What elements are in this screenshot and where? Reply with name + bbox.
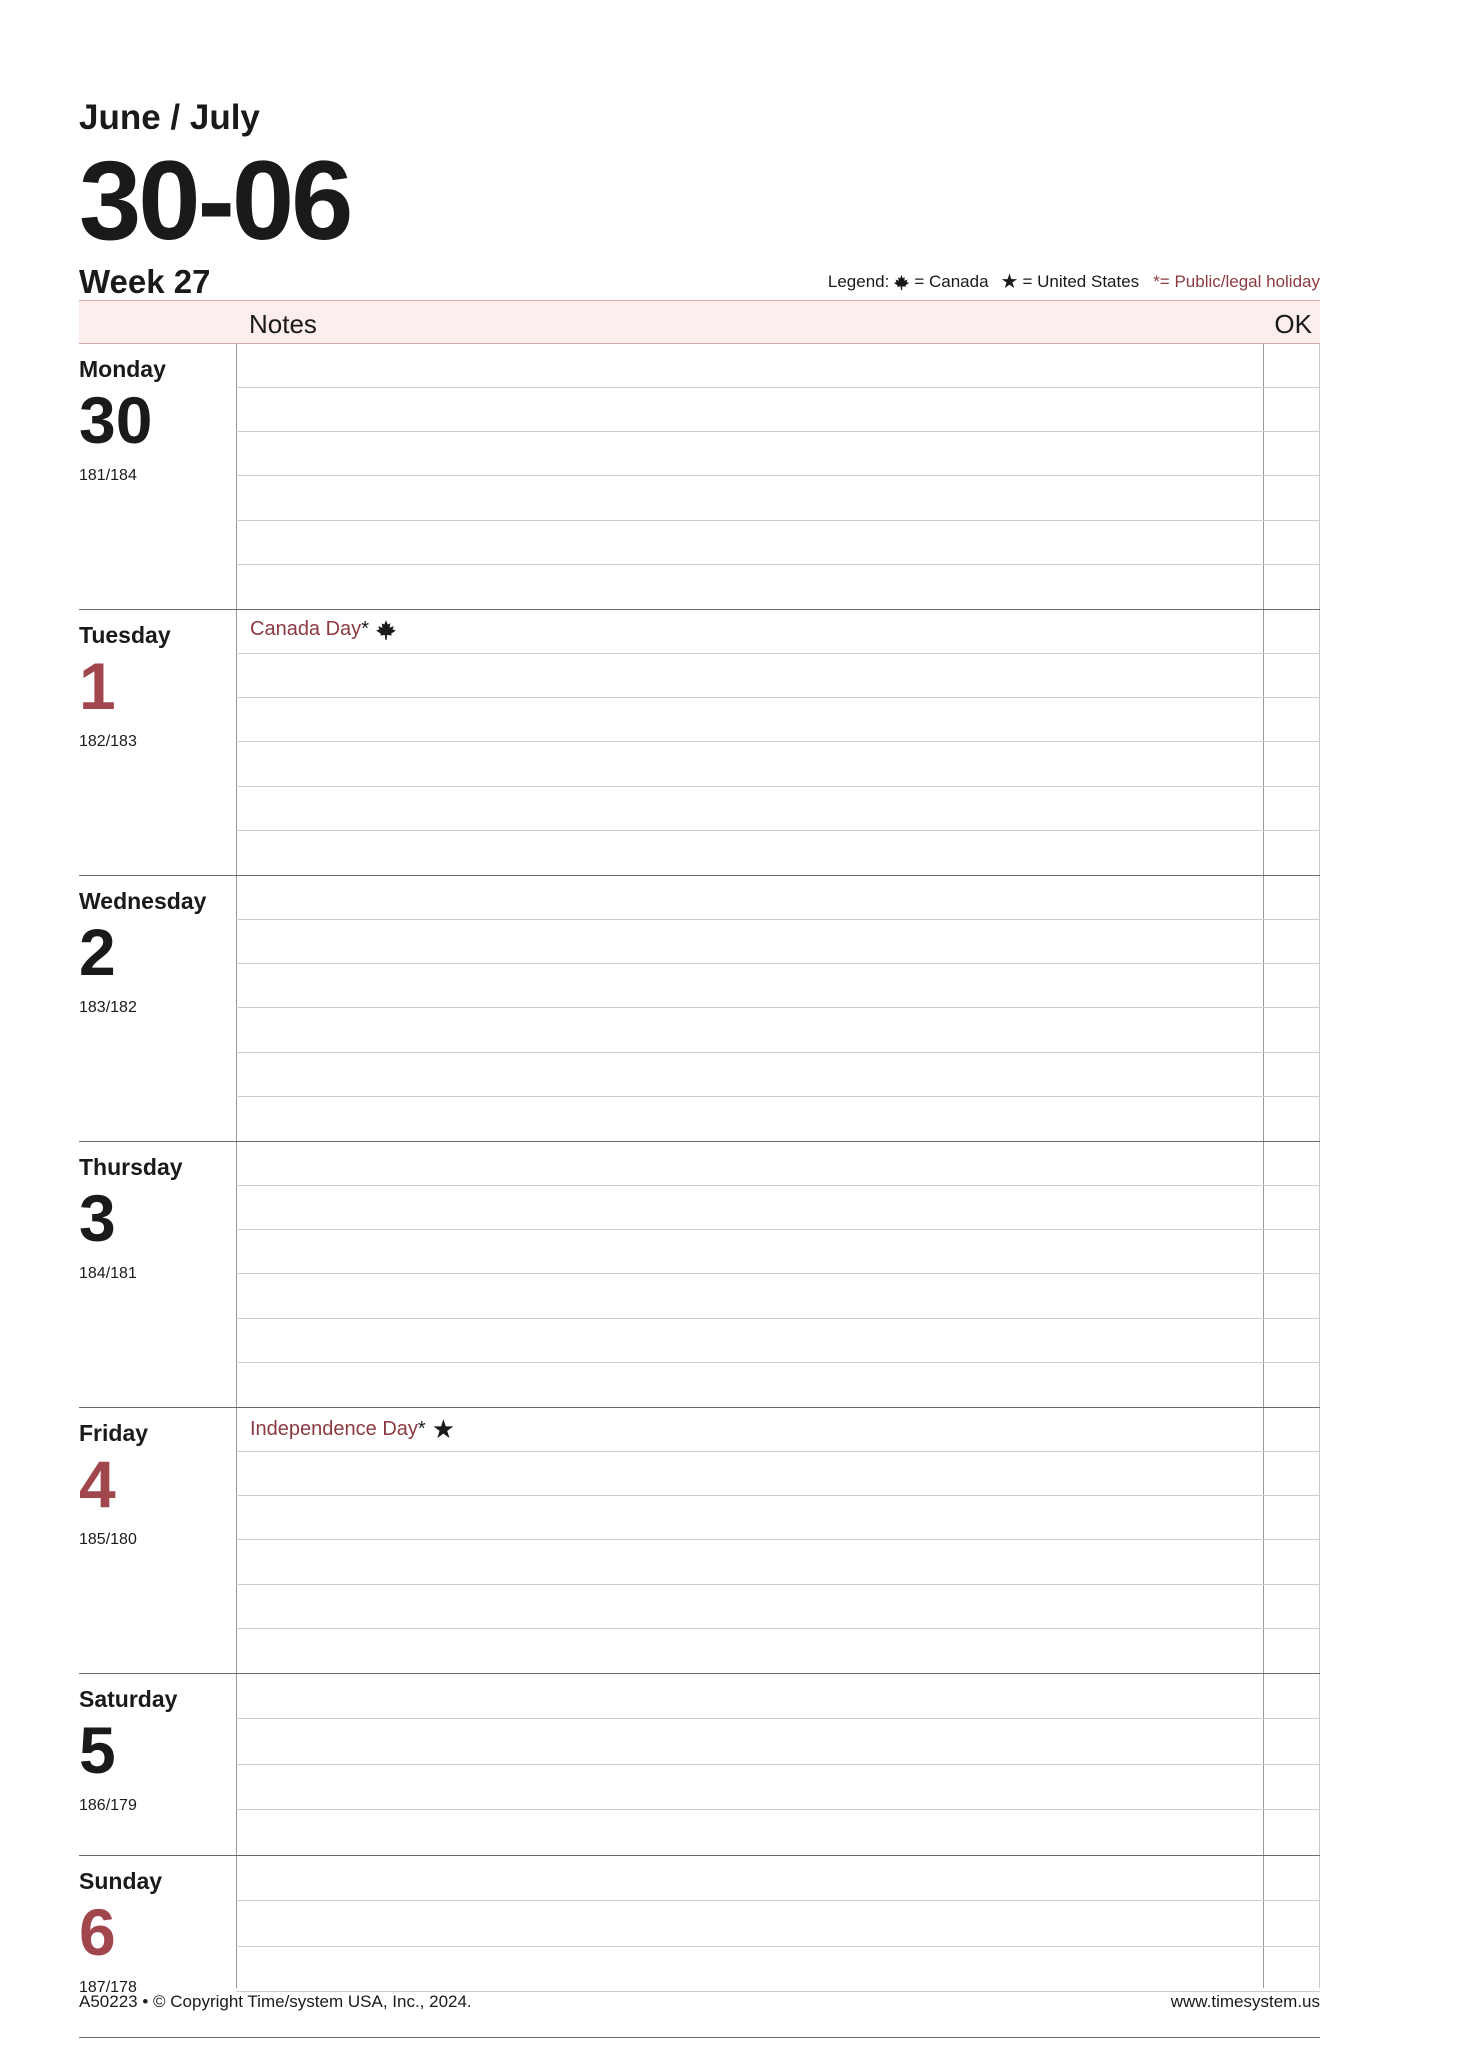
day-number: 4 — [79, 1447, 116, 1521]
note-line[interactable] — [236, 565, 1320, 609]
holiday-marker: * — [361, 618, 369, 640]
note-line[interactable] — [236, 787, 1320, 831]
note-line[interactable] — [236, 1540, 1320, 1584]
ok-header: OK — [1274, 309, 1312, 339]
day-row-friday — [79, 1408, 1320, 1674]
day-of-year: 185/180 — [79, 1531, 137, 1548]
day-name: Wednesday — [79, 888, 207, 914]
day-of-year: 186/179 — [79, 1797, 137, 1814]
day-number: 2 — [79, 915, 116, 989]
day-row-thursday — [79, 1142, 1320, 1408]
day-row-tuesday — [79, 610, 1320, 876]
weekly-planner — [79, 300, 1320, 2038]
day-number: 1 — [79, 649, 116, 723]
note-line[interactable] — [236, 1186, 1320, 1230]
note-line[interactable] — [236, 1230, 1320, 1274]
day-of-year: 182/183 — [79, 733, 137, 750]
day-of-year: 183/182 — [79, 999, 137, 1016]
legend-canada: = Canada — [914, 272, 989, 291]
legend — [828, 272, 1320, 292]
notes-header: Notes — [249, 309, 317, 339]
day-info — [79, 1156, 183, 1283]
note-line[interactable] — [236, 1496, 1320, 1540]
maple-leaf-icon — [375, 619, 397, 641]
day-info — [79, 890, 206, 1017]
day-info — [79, 1870, 162, 1997]
note-line[interactable] — [236, 521, 1320, 565]
date-range: 30-06 — [79, 138, 351, 263]
week-label: Week 27 — [79, 263, 211, 300]
day-name: Monday — [79, 356, 166, 382]
note-line[interactable] — [236, 1629, 1320, 1673]
page-header — [79, 100, 350, 298]
footer-copyright: A50223 • © Copyright Time/system USA, Inc., 2024. — [79, 1992, 472, 2011]
note-line[interactable] — [236, 1363, 1320, 1407]
holiday-name: Canada Day — [250, 618, 362, 640]
note-line[interactable] — [236, 1719, 1320, 1764]
note-lines — [236, 344, 1320, 609]
day-row-monday — [79, 344, 1320, 610]
note-line[interactable] — [236, 1274, 1320, 1318]
note-line[interactable] — [236, 831, 1320, 875]
maple-leaf-icon — [893, 274, 910, 291]
day-row-saturday — [79, 1674, 1320, 1856]
note-line[interactable] — [236, 1810, 1320, 1855]
day-info — [79, 358, 166, 485]
day-name: Saturday — [79, 1686, 178, 1712]
day-number: 5 — [79, 1713, 116, 1787]
note-line[interactable] — [236, 476, 1320, 520]
star-icon: ★ — [1000, 271, 1019, 293]
day-name: Tuesday — [79, 622, 171, 648]
legend-holiday: *= Public/legal holiday — [1153, 272, 1320, 291]
note-lines — [236, 876, 1320, 1141]
note-line[interactable] — [236, 698, 1320, 742]
day-number: 6 — [79, 1895, 116, 1969]
days-list — [79, 344, 1320, 2038]
note-line[interactable] — [236, 1097, 1320, 1141]
note-lines — [236, 610, 1320, 875]
note-line[interactable] — [236, 344, 1320, 388]
day-info — [79, 1422, 148, 1549]
note-line[interactable] — [236, 1142, 1320, 1186]
months-label: June / July — [79, 98, 260, 137]
holiday-event — [250, 1416, 455, 1442]
note-lines — [236, 1674, 1320, 1855]
note-line[interactable] — [236, 432, 1320, 476]
day-of-year: 181/184 — [79, 467, 137, 484]
day-name: Thursday — [79, 1154, 183, 1180]
note-line[interactable] — [236, 1452, 1320, 1496]
note-line[interactable] — [236, 654, 1320, 698]
table-header — [79, 300, 1320, 344]
day-of-year: 187/178 — [79, 1979, 137, 1996]
note-line[interactable] — [236, 1585, 1320, 1629]
legend-label: Legend: — [827, 272, 890, 291]
note-line[interactable] — [236, 1765, 1320, 1810]
note-line[interactable] — [236, 1856, 1320, 1901]
note-line[interactable] — [236, 1674, 1320, 1719]
day-of-year: 184/181 — [79, 1265, 137, 1282]
day-info — [79, 1688, 177, 1815]
note-line[interactable] — [236, 742, 1320, 786]
note-line[interactable] — [236, 610, 1320, 654]
footer-website: www.timesystem.us — [1170, 1992, 1320, 2011]
day-name: Sunday — [79, 1868, 163, 1894]
note-line[interactable] — [236, 964, 1320, 1008]
note-line[interactable] — [236, 1053, 1320, 1097]
note-line[interactable] — [236, 388, 1320, 432]
day-name: Friday — [79, 1420, 149, 1446]
legend-us: = United States — [1022, 272, 1140, 291]
holiday-name: Independence Day — [250, 1417, 418, 1440]
note-line[interactable] — [236, 876, 1320, 920]
note-lines — [236, 1142, 1320, 1407]
holiday-event — [250, 618, 397, 641]
star-icon: ★ — [431, 1414, 456, 1444]
note-line[interactable] — [236, 1008, 1320, 1052]
day-row-wednesday — [79, 876, 1320, 1142]
holiday-marker: * — [417, 1417, 426, 1440]
note-lines — [236, 1408, 1320, 1673]
note-line[interactable] — [236, 1947, 1320, 1992]
day-info — [79, 624, 171, 751]
day-number: 3 — [79, 1181, 116, 1255]
note-line[interactable] — [236, 1901, 1320, 1946]
note-line[interactable] — [236, 1319, 1320, 1363]
note-line[interactable] — [236, 920, 1320, 964]
day-number: 30 — [79, 383, 153, 457]
